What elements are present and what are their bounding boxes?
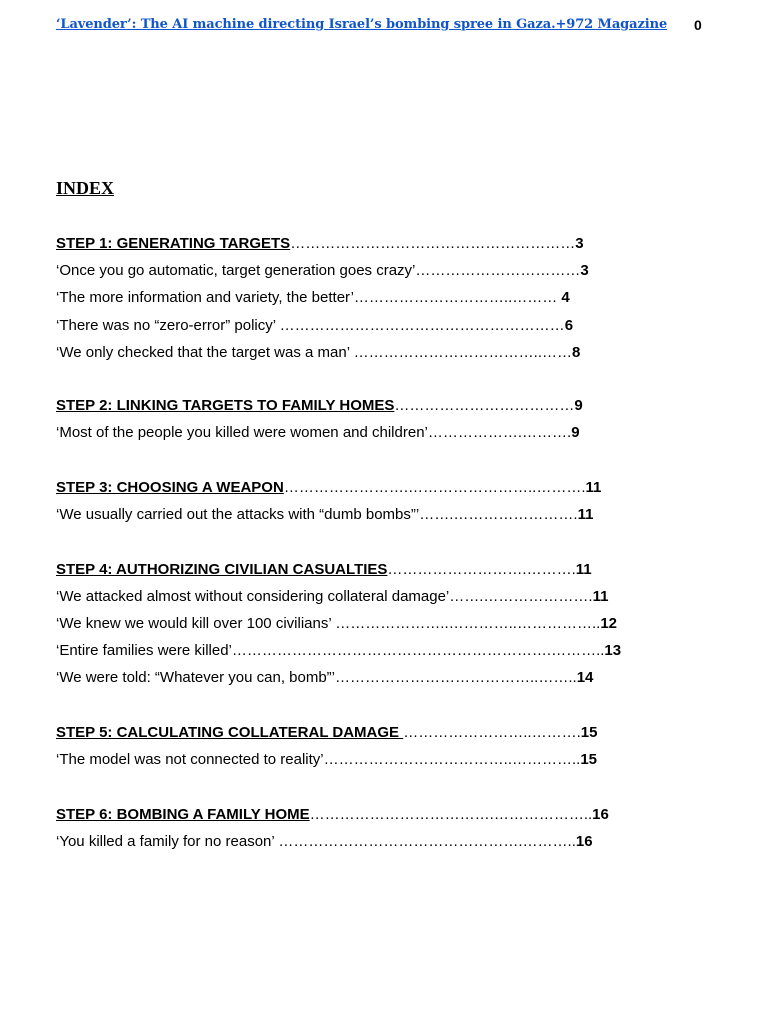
toc-page-number: 14: [576, 669, 594, 686]
toc-entry[interactable]: [56, 317, 573, 335]
toc-page-number: 12: [600, 615, 617, 632]
toc-page-number: 4: [557, 289, 570, 306]
toc-page-number: 6: [564, 317, 574, 334]
toc-entry-title: ‘Once you go automatic, target generation goes crazy’: [56, 262, 416, 279]
toc-entry[interactable]: [56, 262, 589, 280]
toc-dot-leader: ……………………………………………………….………..: [231, 642, 605, 659]
toc-entry-title: ‘We were told: “Whatever you can, bomb”’: [56, 669, 336, 686]
toc-dot-leader: ……………………………….………………..: [309, 806, 593, 823]
toc-dot-leader: …………………………………………………: [290, 235, 576, 252]
toc-entry-title: ‘We only checked that the target was a man’: [56, 344, 350, 361]
toc-entry-title: ‘We attacked almost without considering collateral damage’: [56, 588, 450, 605]
toc-page-number: 9: [574, 397, 583, 414]
toc-entry[interactable]: [56, 424, 580, 442]
toc-dot-leader: …………………..…………..……………..: [331, 615, 601, 632]
toc-entry[interactable]: [56, 289, 570, 307]
toc-dot-leader: …………………………………………………: [275, 317, 565, 334]
toc-entry-title: ‘There was no “zero-error” policy’: [56, 317, 276, 334]
toc-entry-title: ‘Entire families were killed’: [56, 642, 232, 659]
toc-page-number: 11: [585, 479, 602, 496]
toc-dot-leader: …….…………………….: [419, 506, 578, 523]
toc-entry-title: ‘Most of the people you killed were women and children’: [56, 424, 428, 441]
toc-dot-leader: ………………………………………….………..: [274, 833, 576, 850]
toc-dot-leader: ………………………………..……: [349, 344, 573, 361]
toc-entry-title: STEP 6: BOMBING A FAMILY HOME: [56, 806, 310, 823]
toc-dot-leader: …………………………………..……..: [335, 669, 577, 686]
toc-dot-leader: …….………………….: [449, 588, 593, 605]
toc-entry-title: ‘We knew we would kill over 100 civilians’: [56, 615, 332, 632]
index-heading: INDEX: [56, 178, 115, 198]
toc-page-number: 3: [580, 262, 589, 279]
toc-entry-title: ‘We usually carried out the attacks with “dumb bombs”’: [56, 506, 420, 523]
toc-entry-title: STEP 2: LINKING TARGETS TO FAMILY HOMES: [56, 397, 395, 414]
toc-dot-leader: ……………………………: [415, 262, 581, 279]
toc-dot-leader: …………………….……………………..……….: [283, 479, 586, 496]
toc-dot-leader: ………………………………: [394, 397, 575, 414]
toc-dot-leader: ……………………..……….: [403, 724, 581, 741]
toc-entry-step-4[interactable]: [56, 561, 592, 579]
toc-entry-step-3[interactable]: [56, 479, 601, 497]
toc-entry-step-2[interactable]: [56, 397, 583, 415]
toc-entry-title: ‘You killed a family for no reason’: [56, 833, 275, 850]
toc-entry-title: STEP 4: AUTHORIZING CIVILIAN CASUALTIES: [56, 561, 388, 578]
toc-dot-leader: …………………………..………: [353, 289, 558, 306]
toc-entry[interactable]: [56, 615, 617, 633]
toc-page-number: 11: [577, 506, 594, 523]
article-title-link[interactable]: ‘Lavender’: The AI machine directing Israel’s bombing spree in Gaza.+972 Magazine: [56, 17, 668, 32]
toc-entry[interactable]: [56, 751, 597, 769]
toc-entry[interactable]: [56, 344, 580, 362]
toc-entry-title: STEP 1: GENERATING TARGETS: [56, 235, 291, 252]
toc-page-number: 3: [575, 235, 584, 252]
toc-page-number: 9: [571, 424, 580, 441]
toc-page-number: 13: [604, 642, 622, 659]
toc-entry-step-5[interactable]: [56, 724, 597, 742]
toc-entry-step-6[interactable]: [56, 806, 609, 824]
toc-page-number: 16: [575, 833, 593, 850]
toc-entry-title: ‘The model was not connected to reality’: [56, 751, 324, 768]
page-number: 0: [694, 17, 702, 33]
toc-page-number: 15: [580, 751, 598, 768]
toc-dot-leader: ……………………….……….: [387, 561, 576, 578]
toc-entry-step-1[interactable]: [56, 235, 584, 253]
toc-entry-title: ‘The more information and variety, the better’: [56, 289, 354, 306]
toc-entry[interactable]: [56, 642, 621, 660]
toc-page-number: 11: [592, 588, 609, 605]
toc-page-number: 16: [592, 806, 609, 823]
toc-entry-title: STEP 5: CALCULATING COLLATERAL DAMAGE: [56, 724, 404, 741]
toc-entry[interactable]: [56, 506, 593, 524]
toc-entry[interactable]: [56, 669, 593, 687]
toc-page-number: 15: [580, 724, 598, 741]
toc-dot-leader: ………………………………..…………..: [323, 751, 581, 768]
toc-page-number: 11: [575, 561, 592, 578]
toc-entry[interactable]: [56, 833, 593, 851]
toc-entry[interactable]: [56, 588, 608, 606]
toc-dot-leader: ……………….……….: [427, 424, 572, 441]
toc-page-number: 8: [572, 344, 581, 361]
toc-entry-title: STEP 3: CHOOSING A WEAPON: [56, 479, 284, 496]
